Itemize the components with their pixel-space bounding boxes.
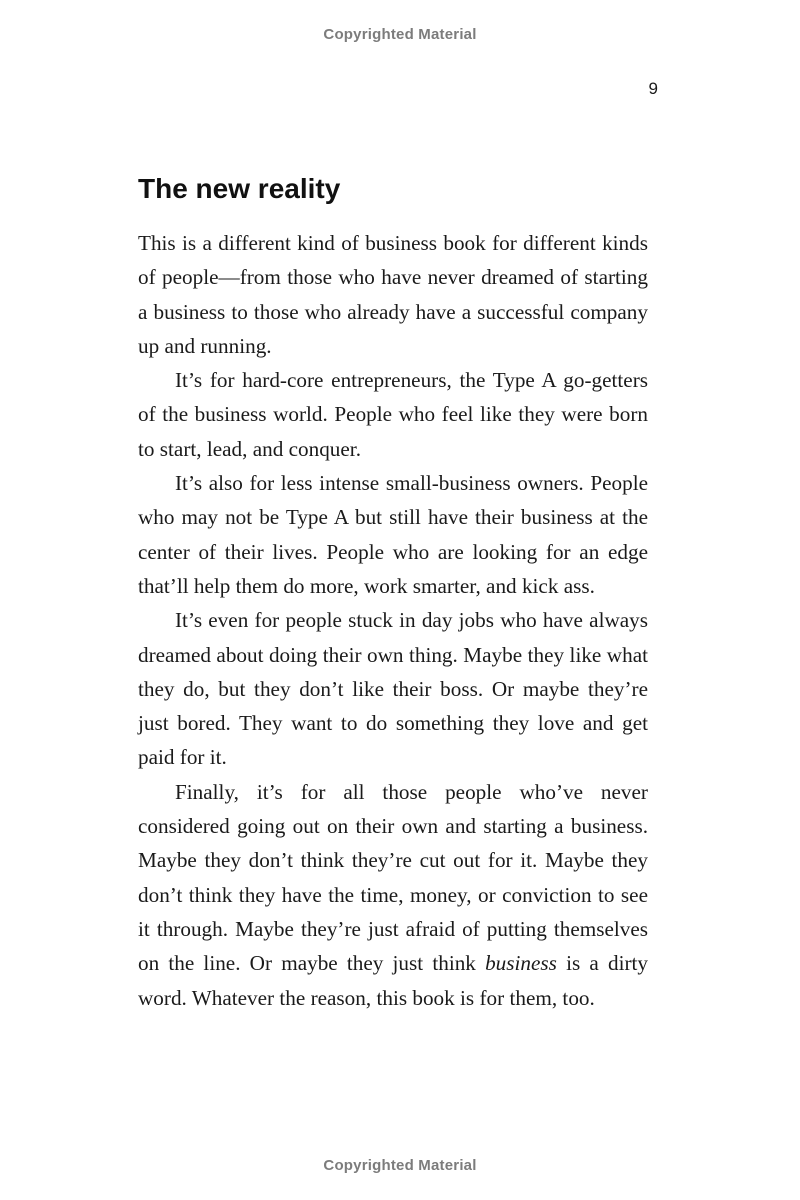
paragraph-4: It’s even for people stuck in day jobs who have always dreamed about doing their own thing. Maybe they like what they do, but they don’t like their boss. Or maybe they’re just bored. They want to do something they love and get paid for it. xyxy=(138,608,648,770)
paragraph-5-italic-word: business xyxy=(485,951,557,976)
paragraph-1: This is a different kind of business book for different kinds of people—from those who have never dreamed of starting a business to those who already have a successful company up and running. xyxy=(138,231,648,358)
copyright-watermark-bottom: Copyrighted Material xyxy=(323,1157,477,1174)
paragraph-5-text-end: is a dirty word. Whatever the reason, this book is for them, too. xyxy=(138,951,648,1010)
page-number: 9 xyxy=(648,79,658,98)
copyright-watermark-top: Copyrighted Material xyxy=(323,26,477,43)
paragraph-5-text-start: Finally, it’s for all those people who’ve never considered going out on their own and starting a business. Maybe they don’t think they’re cut out for it. Maybe they don’t think they have the time, money, or conviction to see it through. Maybe they’re just afraid of putting themselves on the line. Or maybe they just think xyxy=(138,779,648,976)
paragraph-2: It’s for hard-core entrepreneurs, the Type A go-getters of the business world. People who feel like they were born to start, lead, and conquer. xyxy=(138,368,648,461)
section-heading: The new reality xyxy=(138,173,341,204)
paragraph-3: It’s also for less intense small-business owners. People who may not be Type A but still have their business at the center of their lives. People who are looking for an edge that’ll help them do more, work smarter, and kick ass. xyxy=(138,471,648,598)
body-text xyxy=(138,226,648,1015)
paragraph-5 xyxy=(138,775,648,1015)
